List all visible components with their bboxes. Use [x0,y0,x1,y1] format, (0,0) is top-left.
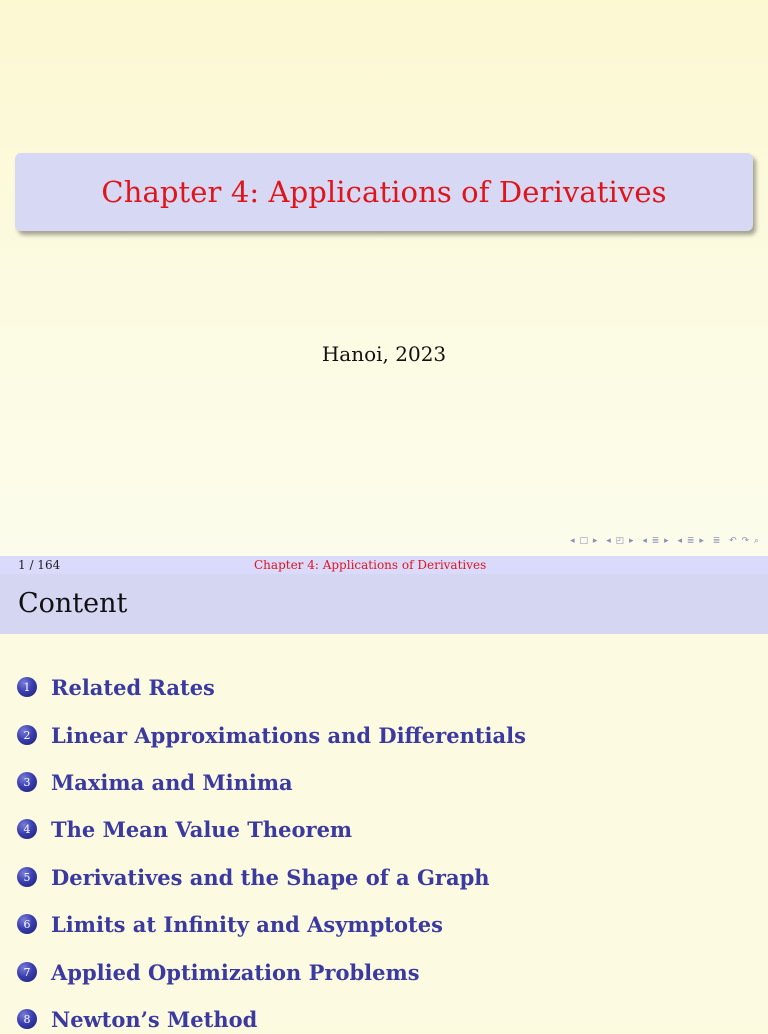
number-ball-icon: 3 [17,772,37,792]
beamer-navigation [566,536,760,546]
toc-item[interactable] [17,909,443,939]
toc-item[interactable] [17,720,526,750]
footer-bar [0,556,768,574]
content-header [0,574,768,634]
subsection-list-nav-icon[interactable]: ◂ ≣ ▸ [677,536,705,546]
title-box [15,153,753,231]
toc-item-label[interactable]: Related Rates [51,674,215,700]
toc-item-label[interactable]: Newton’s Method [51,1006,258,1032]
toc-item[interactable] [17,1004,257,1034]
frame-nav-icon[interactable]: ◂ □ ▸ [570,536,599,546]
toc-item-label[interactable]: Limits at Infinity and Asymptotes [51,911,443,937]
subsection-nav-icon[interactable]: ◂ ◰ ▸ [606,536,635,546]
toc-item-label[interactable]: Maxima and Minima [51,769,293,795]
content-heading: Content [18,588,128,619]
number-ball-icon: 4 [17,819,37,839]
slide-subtitle: Hanoi, 2023 [321,342,447,366]
toc-item-label[interactable]: Derivatives and the Shape of a Graph [51,864,490,890]
page-number: 1 / 164 [18,558,61,572]
number-ball-icon: 7 [17,962,37,982]
toc-item[interactable] [17,672,215,702]
toc-item[interactable] [17,767,293,797]
footer-title: Chapter 4: Applications of Derivatives [254,558,487,572]
toc-item[interactable] [17,862,490,892]
contents-slide [0,634,768,1032]
section-nav-icon[interactable]: ◂ ≣ ▸ [642,536,670,546]
toc-item-label[interactable]: The Mean Value Theorem [51,816,353,842]
back-forward-search-icon[interactable]: ↶ ↷ ⌕ [729,536,760,546]
number-ball-icon: 5 [17,867,37,887]
number-ball-icon: 6 [17,914,37,934]
number-ball-icon: 2 [17,725,37,745]
toc-item-label[interactable]: Applied Optimization Problems [51,959,420,985]
toc-item[interactable] [17,957,420,987]
toc-item[interactable] [17,814,352,844]
number-ball-icon: 8 [17,1009,37,1029]
number-ball-icon: 1 [17,677,37,697]
toc-nav-icon[interactable]: ≣ [712,536,722,546]
toc-item-label[interactable]: Linear Approximations and Differentials [51,722,526,748]
slide-title: Chapter 4: Applications of Derivatives [101,175,667,209]
